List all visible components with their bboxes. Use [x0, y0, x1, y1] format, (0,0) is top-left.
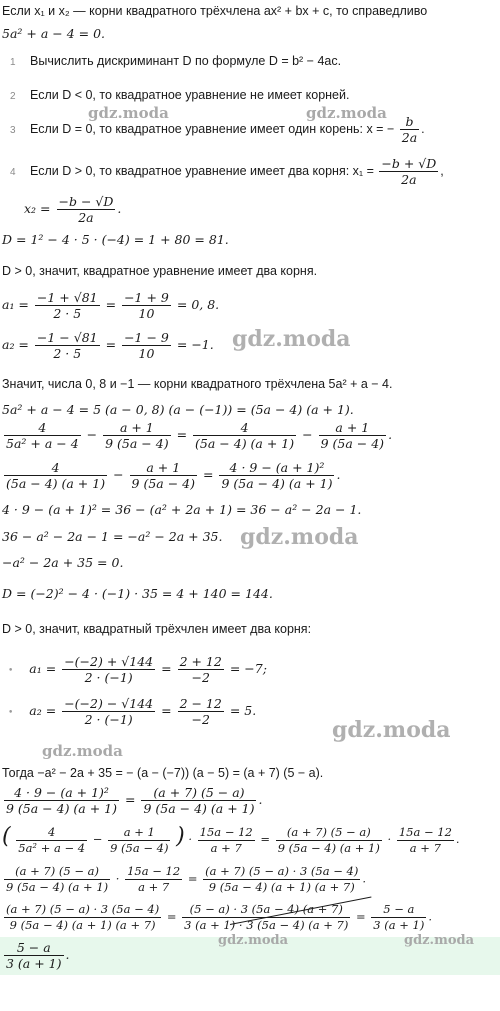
root-b2: • a₂ = $\frac{-(-2) - √144}{2 \cdot (-1)}$ = $\frac{2 - 12}{-2}$ = 5. — [8, 696, 257, 727]
discriminant-1: D = 1² − 4 · 5 · (−4) = 1 + 80 = 81. — [2, 232, 229, 247]
numerator-line-1: 4 · 9 − (a + 1)² = 36 − (a² + 2a + 1) = 36 − a² − 2a − 1. — [2, 502, 362, 517]
d-positive-2: D > 0, значит, квадратный трёхчлен имеет два корня: — [2, 622, 312, 636]
expr-6: $\frac{(a + 7) (5 - a) \cdot 3 (5a - 4)}{9 (5a - 4) (a + 1) (a + 7)}$ = $\frac{(5 - a) \cdot 3 (5a - 4) (a + 7)}{3 (a + 1) \cdot 3 (5a - 4) (a + 7)}$ = $\frac{5 - a}{3 (a + 1)}$ . — [2, 902, 432, 933]
roots-text: Значит, числа 0, 8 и −1 — корни квадратного трёхчлена 5a² + a − 4. — [2, 377, 393, 391]
step-3: 3 Если D = 0, то квадратное уравнение имеет один корень: x = − $\frac{b}{2a}$ . — [10, 114, 425, 145]
expr-5: $\frac{(a + 7) (5 - a)}{9 (5a - 4) (a + 1)}$ · $\frac{15a - 12}{a + 7}$ = $\frac{(a + 7) (5 - a) \cdot 3 (5a - 4)}{9 (5a - 4) (a + 1) (a + 7)}$ . — [6, 864, 366, 894]
factorization: 5a² + a − 4 = 5 (a − 0, 8) (a − (−1)) = (5a − 4) (a + 1). — [2, 402, 354, 417]
intro-equation: 5a² + a − 4 = 0. — [2, 26, 106, 41]
root-a2: a₂ = $\frac{-1 - √81}{2 \cdot 5}$ = $\frac{-1 - 9}{10}$ = −1. — [2, 330, 214, 361]
final-answer: $\frac{5 - a}{3 (a + 1)}$ . — [6, 940, 70, 971]
d-positive-1: D > 0, значит, квадратное уравнение имеет два корня. — [2, 264, 318, 278]
step-4-x2: x₂ = $\frac{-b - √D}{2a}$ . — [24, 194, 122, 225]
root-a1: a₁ = $\frac{-1 + √81}{2 \cdot 5}$ = $\frac{-1 + 9}{10}$ = 0, 8. — [2, 290, 220, 321]
watermark: gdz.moda — [88, 104, 169, 122]
watermark: gdz.moda — [332, 717, 451, 743]
watermark: gdz.moda — [232, 326, 351, 352]
step-1: 1 Вычислить дискриминант D по формуле D = b² − 4ac. — [10, 54, 342, 68]
intro-text: Если x₁ и x₂ — корни квадратного трёхчлена ax² + bx + c, то справедливо — [2, 4, 428, 18]
watermark: gdz.moda — [306, 104, 387, 122]
watermark: gdz.moda — [240, 524, 359, 550]
step-2: 2 Если D < 0, то квадратное уравнение не имеет корней. — [10, 88, 350, 102]
then-text: Тогда −a² − 2a + 35 = − (a − (−7)) (a − 5) = (a + 7) (5 − a). — [2, 766, 324, 780]
expr-3: $\frac{\text{4 · 9 − (a + 1)²}}{9 (5a - 4) (a + 1)}$ = $\frac{(a + 7) (5 - a)}{9 (5a - 4) (a + 1)}$ . — [6, 785, 263, 816]
expr-1: $\frac{4}{\text{5a² + a − 4}}$ − $\frac{a + 1}{9 (5a - 4)}$ = $\frac{4}{(5a - 4) (a + 1)}$ − $\frac{a + 1}{9 (5a - 4)}$ . — [6, 420, 393, 451]
expr-2: $\frac{4}{(5a - 4) (a + 1)}$ − $\frac{a + 1}{9 (5a - 4)}$ = $\frac{\text{4 · 9 − (a + 1)²}}{9 (5a - 4) (a + 1)}$ . — [6, 460, 341, 491]
watermark: gdz.moda — [218, 933, 289, 948]
watermark: gdz.moda — [404, 933, 475, 948]
equation-line: −a² − 2a + 35 = 0. — [2, 555, 124, 570]
cancelled-fraction: $\frac{(5 - a) \cdot 3 (5a - 4) (a + 7)}{3 (a + 1) \cdot 3 (5a - 4) (a + 7)}$ — [182, 902, 350, 933]
root-b1: • a₁ = $\frac{-(-2) + √144}{2 \cdot (-1)}$ = $\frac{2 + 12}{-2}$ = −7; — [8, 654, 267, 685]
discriminant-2: D = (−2)² − 4 · (−1) · 35 = 4 + 140 = 144. — [2, 586, 273, 601]
watermark: gdz.moda — [42, 742, 123, 760]
numerator-line-2: 36 − a² − 2a − 1 = −a² − 2a + 35. — [2, 529, 223, 544]
step-4: 4 Если D > 0, то квадратное уравнение имеет два корня: x₁ = $\frac{-b + √D}{2a}$ , — [10, 156, 444, 187]
expr-4: ( $\frac{4}{\text{5a² + a − 4}}$ − $\frac{a + 1}{9 (5a - 4)}$ ) · $\frac{15a - 12}{a + 7}$ = $\frac{(a + 7) (5 - a)}{9 (5a - 4) (a + 1)}$ · $\frac{15a - 12}{a + 7}$ . — [2, 824, 460, 855]
